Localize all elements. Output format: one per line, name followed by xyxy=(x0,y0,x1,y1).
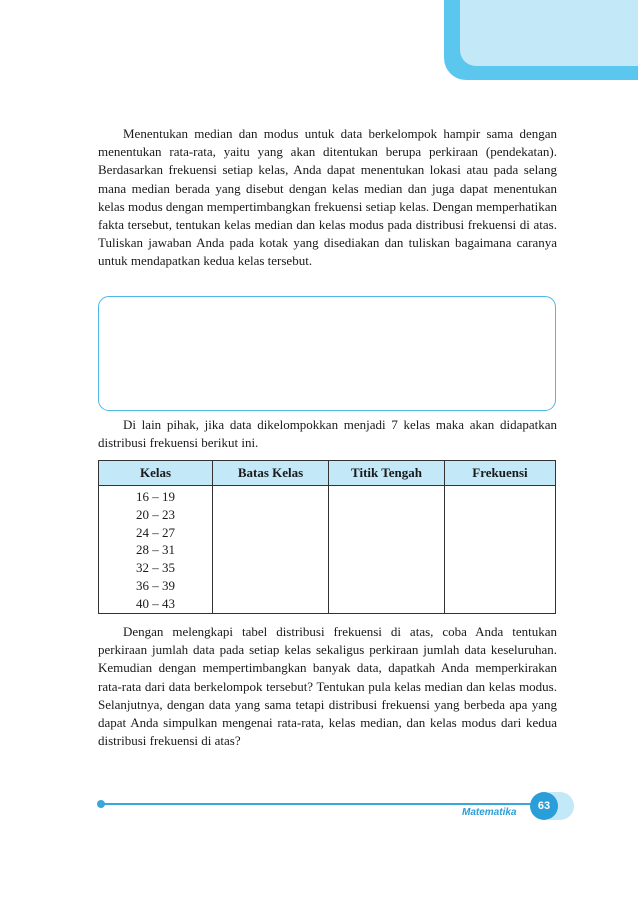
table-header-row xyxy=(99,461,556,486)
corner-tab-inner-decoration xyxy=(460,0,638,66)
header-titik-tengah: Titik Tengah xyxy=(329,461,445,486)
page-number: 63 xyxy=(530,792,558,820)
titik-tengah-column[interactable] xyxy=(329,486,445,614)
kelas-item: 32 – 35 xyxy=(136,560,175,576)
footer-subject: Matematika xyxy=(462,807,517,818)
kelas-item: 16 – 19 xyxy=(136,489,175,504)
frequency-table xyxy=(98,460,556,614)
table-body-row xyxy=(99,486,556,614)
kelas-item: 24 – 27 xyxy=(136,524,175,540)
completion-paragraph: Dengan melengkapi tabel distribusi frekuensi di atas, coba Anda tentukan perkiraan jumlah data pada setiap kelas sekaligus perkiraan jumlah data keseluruhan. Kemudian dengan mempertimbangkan banyak data, dapatkah Anda memperkirakan rata-rata dari data berkelompok tersebut? Tentukan pula kelas median dan kelas modus. Selanjutnya, dengan data yang sama tetapi distribusi frekuensi yang berbeda apa yang dapat Anda simpulkan mengenai rata-rata, kelas median, dan kelas modus dari kedua distribusi frekuensi di atas? xyxy=(98,624,557,749)
frekuensi-column[interactable] xyxy=(445,486,556,614)
batas-kelas-column[interactable] xyxy=(213,486,329,614)
kelas-item: 20 – 23 xyxy=(136,506,175,522)
kelas-item: 40 – 43 xyxy=(136,595,175,611)
kelas-column xyxy=(99,486,213,614)
kelas-item: 36 – 39 xyxy=(136,577,175,593)
answer-box[interactable] xyxy=(98,296,556,411)
header-batas-kelas: Batas Kelas xyxy=(213,461,329,486)
intro-paragraph: Menentukan median dan modus untuk data berkelompok hampir sama dengan menentukan rata-rata, yaitu yang akan ditentukan berupa perkiraan (pendekatan). Berdasarkan frekuensi setiap kelas, Anda dapat menentukan lokasi atau pada selang mana median berada yang disebut dengan kelas median dan juga dapat menentukan kelas modus dengan mempertimbangkan frekuensi setiap kelas. Dengan memperhatikan fakta tersebut, tentukan kelas median dan kelas modus pada distribusi frekuensi di atas. Tuliskan jawaban Anda pada kotak yang disediakan dan tuliskan bagaimana caranya untuk mendapatkan kedua kelas tersebut. xyxy=(98,126,557,269)
footer-line xyxy=(101,803,531,805)
header-frekuensi: Frekuensi xyxy=(445,461,556,486)
kelas-item: 28 – 31 xyxy=(136,542,175,558)
header-kelas: Kelas xyxy=(99,461,213,486)
seven-class-paragraph: Di lain pihak, jika data dikelompokkan menjadi 7 kelas maka akan didapatkan distribusi frekuensi berikut ini. xyxy=(98,417,557,451)
